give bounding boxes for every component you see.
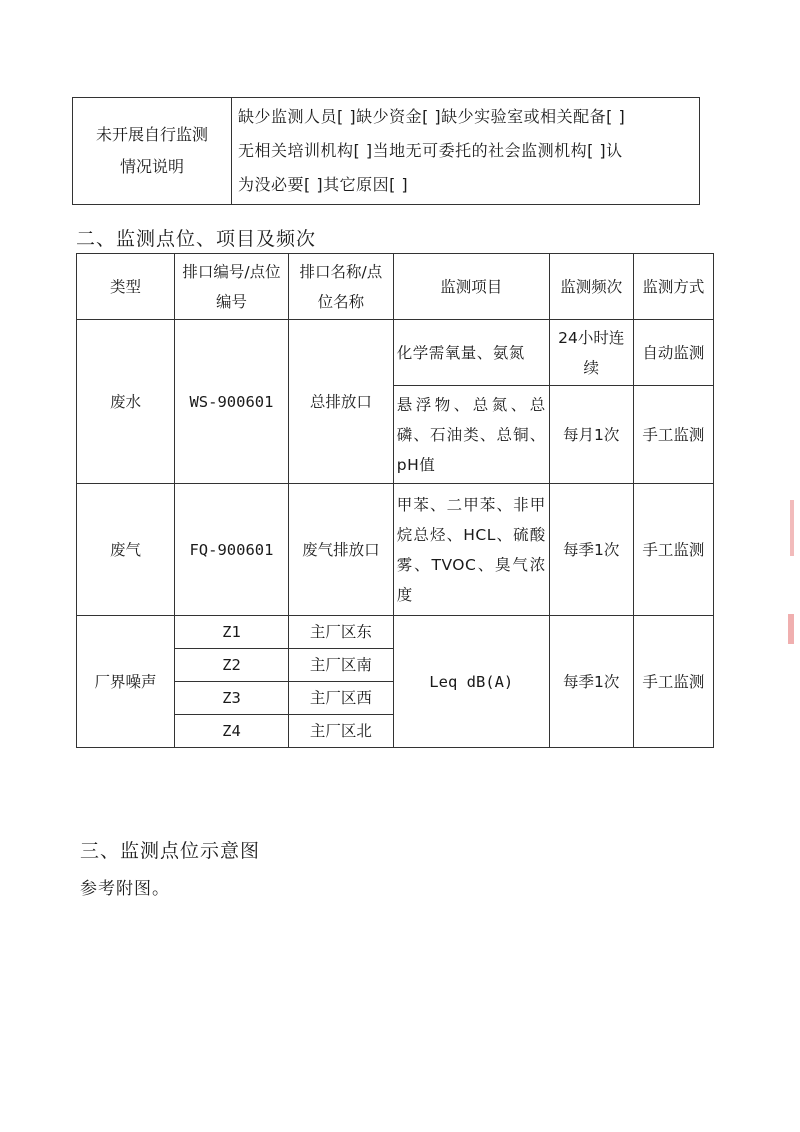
- wastewater-freq-auto: 24小时连续: [549, 320, 633, 386]
- header-outlet-name: 排口名称/点位名称: [288, 254, 393, 320]
- waste-gas-outlet-code: FQ-900601: [175, 484, 289, 616]
- noise-point-code: Z3: [175, 682, 289, 715]
- status-label: [73, 98, 232, 205]
- wastewater-freq-manual: 每月1次: [549, 386, 633, 484]
- waste-gas-method: 手工监测: [633, 484, 713, 616]
- header-type: 类型: [77, 254, 175, 320]
- noise-point-code: Z4: [175, 715, 289, 748]
- noise-point-name: 主厂区南: [288, 649, 393, 682]
- noise-point-name: 主厂区北: [288, 715, 393, 748]
- header-frequency: 监测频次: [549, 254, 633, 320]
- wastewater-method-auto: 自动监测: [633, 320, 713, 386]
- noise-point-name: 主厂区西: [288, 682, 393, 715]
- monitoring-table: [76, 253, 714, 748]
- wastewater-outlet-code: WS-900601: [175, 320, 289, 484]
- wastewater-method-manual: 手工监测: [633, 386, 713, 484]
- status-options: [232, 98, 700, 205]
- red-margin-mark: [790, 500, 794, 556]
- section-2-heading: 二、监测点位、项目及频次: [76, 228, 317, 250]
- waste-gas-freq: 每季1次: [549, 484, 633, 616]
- status-line-2: 无相关培训机构[ ]当地无可委托的社会监测机构[ ]认: [238, 141, 623, 160]
- waste-gas-items: 甲苯、二甲苯、非甲烷总烃、HCL、硫酸雾、TVOC、臭气浓度: [393, 484, 549, 616]
- section-3-heading: 三、监测点位示意图: [80, 840, 261, 862]
- status-label-text: 未开展自行监测情况说明: [95, 125, 208, 176]
- header-outlet-code: 排口编号/点位编号: [175, 254, 289, 320]
- noise-point-code: Z1: [175, 616, 289, 649]
- wastewater-outlet-name: 总排放口: [288, 320, 393, 484]
- noise-items: Leq dB(A): [393, 616, 549, 748]
- waste-gas-outlet-name: 废气排放口: [288, 484, 393, 616]
- noise-point-name: 主厂区东: [288, 616, 393, 649]
- waste-gas-type: 废气: [77, 484, 175, 616]
- wastewater-type: 废水: [77, 320, 175, 484]
- wastewater-items-manual: 悬浮物、总氮、总磷、石油类、总铜、pH值: [393, 386, 549, 484]
- wastewater-items-auto: 化学需氧量、氨氮: [393, 320, 549, 386]
- red-margin-mark: [788, 614, 794, 644]
- status-line-1: 缺少监测人员[ ]缺少资金[ ]缺少实验室或相关配备[ ]: [238, 107, 626, 126]
- noise-method: 手工监测: [633, 616, 713, 748]
- noise-freq: 每季1次: [549, 616, 633, 748]
- header-items: 监测项目: [393, 254, 549, 320]
- self-monitoring-status-table: [72, 97, 700, 205]
- noise-type: 厂界噪声: [77, 616, 175, 748]
- noise-point-code: Z2: [175, 649, 289, 682]
- header-method: 监测方式: [633, 254, 713, 320]
- section-3-text: 参考附图。: [80, 879, 170, 899]
- status-line-3: 为没必要[ ]其它原因[ ]: [238, 175, 409, 194]
